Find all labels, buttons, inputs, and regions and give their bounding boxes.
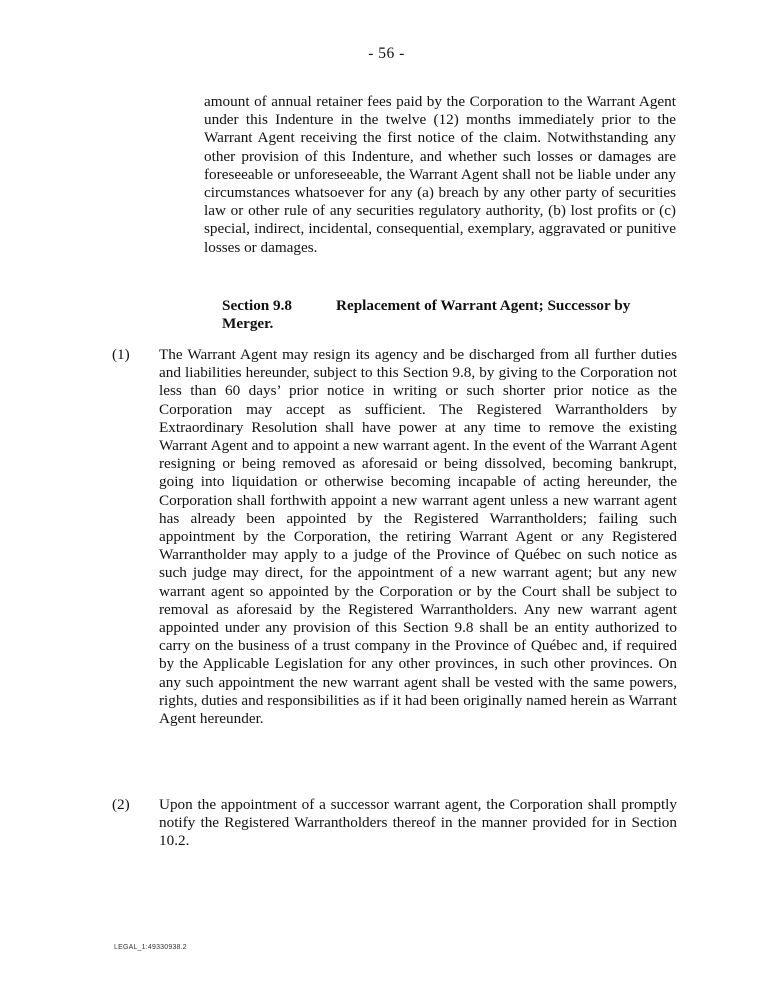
item-marker-2: (2) xyxy=(112,796,130,813)
section-number: Section 9.8 xyxy=(222,297,293,314)
continuation-paragraph: amount of annual retainer fees paid by the Corporation to the Warrant Agent under this Indenture in the twelve (12) months immediately prior to the Warrant Agent receiving the first notice of the claim. Notwithstanding any other provision of this Indenture, and whether such losses or damages are foreseeable or unforeseeable, the Warrant Agent shall not be liable under any circumstances whatsoever for any (a) breach by any other party of securities law or other rule of any securities regulatory authority, (b) lost profits or (c) special, indirect, incidental, consequential, exemplary, aggravated or punitive losses or damages. xyxy=(204,93,676,256)
item-paragraph-2: Upon the appointment of a successor warrant agent, the Corporation shall promptly notify the Registered Warrantholders thereof in the manner provided for in Section 10.2. xyxy=(159,796,677,850)
section-title-line2: Merger. xyxy=(222,315,274,332)
item-marker-1: (1) xyxy=(112,346,130,363)
page-number: - 56 - xyxy=(368,45,405,62)
section-title-line1: Replacement of Warrant Agent; Successor by xyxy=(336,297,631,314)
document-footer-id: LEGAL_1:49330938.2 xyxy=(114,944,187,951)
item-paragraph-1: The Warrant Agent may resign its agency and be discharged from all further duties and liabilities hereunder, subject to this Section 9.8, by giving to the Corporation not less than 60 days’ prior notice in writing or such shorter prior notice as the Corporation may accept as sufficient. The Registered Warrantholders by Extraordinary Resolution shall have power at any time to remove the existing Warrant Agent and to appoint a new warrant agent. In the event of the Warrant Agent resigning or being removed as aforesaid or being dissolved, becoming bankrupt, going into liquidation or otherwise becoming incapable of acting hereunder, the Corporation shall forthwith appoint a new warrant agent unless a new warrant agent has already been appointed by the Registered Warrantholders; failing such appointment by the Corporation, the retiring Warrant Agent or any Registered Warrantholder may apply to a judge of the Province of Québec on such notice as such judge may direct, for the appointment of a new warrant agent; but any new warrant agent so appointed by the Corporation or by the Court shall be subject to removal as aforesaid by the Registered Warrantholders. Any new warrant agent appointed under any provision of this Section 9.8 shall be an entity authorized to carry on the business of a trust company in the Province of Québec and, if required by the Applicable Legislation for any other provinces, in such other provinces. On any such appointment the new warrant agent shall be vested with the same powers, rights, duties and responsibilities as if it had been originally named herein as Warrant Agent hereunder. xyxy=(159,346,677,728)
